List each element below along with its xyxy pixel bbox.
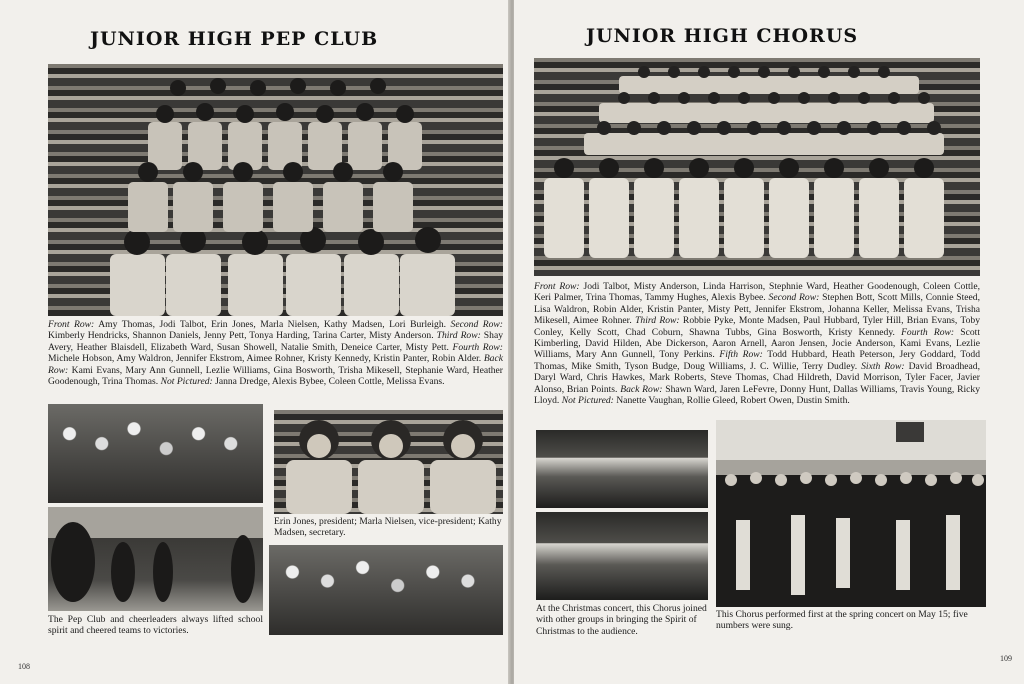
right-page-number: 109 xyxy=(1000,654,1012,663)
pep-club-group-photo xyxy=(48,64,503,316)
spring-concert-photo-figures xyxy=(716,420,986,607)
pep-spirit-caption: The Pep Club and cheerleaders always lifted school spirit and cheered teams to victories. xyxy=(48,614,263,637)
right-page xyxy=(514,0,1024,684)
cheerleaders-photo xyxy=(48,507,263,611)
spring-concert-photo xyxy=(716,420,986,607)
cheering-crowd-photo xyxy=(48,404,263,503)
pep-club-title: JUNIOR HIGH PEP CLUB xyxy=(90,28,379,50)
chorus-title: JUNIOR HIGH CHORUS xyxy=(586,25,859,47)
spring-concert-caption: This Chorus performed first at the spring concert on May 15; five numbers were sung. xyxy=(716,609,968,632)
chorus-photo-figures xyxy=(534,58,980,276)
officers-caption: Erin Jones, president; Marla Nielsen, vice-president; Kathy Madsen, secretary. xyxy=(274,516,502,539)
christmas-concert-photo-1 xyxy=(536,430,708,508)
chorus-group-photo xyxy=(534,58,980,276)
pep-club-photo-figures xyxy=(48,64,503,316)
chorus-caption: Front Row: Jodi Talbot, Misty Anderson, Linda Harrison, Stephnie Ward, Heather Goodenough, Coleen Cottle, Keri Palmer, Trina Thomas, Tammy Hughes, Alexis Bybee. Second Row: Stephen Bott, Scott Mills, Connie Steed, Lisa Waldron, Robin Alder, Kristin Panter, Misty Pett, Jennifer Ekstrom, Johanna Keller, Melissa Evans, Trisha Mikesell, Aimee Rohner. Third Row: Robbie Pyke, Monte Madsen, Paul Hubbard, Tyler Hill, Brian Evans, Toby Conley, Kelly Scott, Chad Coburn, Shawna Tubbs, Gina Bosworth, Kristy Kennedy. Fourth Row: Scott Kimberling, David Hilden, Abe Dickerson, Aaron Arnell, Aaron Jensen, Jocie Anderson, Kami Evans, Lezlie Williams, Mary Ann Gunnell, Tony Perkins. Fifth Row: Todd Hubbard, Heath Peterson, Jery Goddard, Todd Thomas, Mike Smith, Tyson Budge, Doug Williams, J. C. Willie, Terry Dudley. Sixth Row: David Broadhead, Daryl Ward, Chris Hawkes, Mark Roberts, Steve Thomas, Chad Hildreth, David Morrison, Tyler Facer, Javier Alonso, Brian Points. Back Row: Shawn Ward, Jaren LeFevre, Donny Hunt, Dallas Williams, Travis Young, Ricky Lloyd. Not Pictured: Nanette Vaughan, Rollie Gleed, Robert Owen, Dustin Smith. xyxy=(534,281,981,407)
pep-club-caption: Front Row: Amy Thomas, Jodi Talbot, Erin Jones, Marla Nielsen, Kathy Madsen, Lori Burleigh. Second Row: Kimberly Hendricks, Shannon Daniels, Jenny Pett, Tonya Harding, Tarina Carter, Misty Anderson. Third Row: Shay Avery, Heather Blaisdell, Elizabeth Ward, Susan Showell, Natalie Smith, Deneice Carter, Misty Pett. Fourth Row: Michele Hobson, Amy Waldron, Jennifer Ekstrom, Aimee Rohner, Kristy Kennedy, Kristin Panter, Robin Alder. Back Row: Kami Evans, Mary Ann Gunnell, Lezlie Williams, Gina Bosworth, Trisha Mikesell, Stephanie Ward, Heather Goodenough, Trina Thomas. Not Pictured: Janna Dredge, Alexis Bybee, Coleen Cottle, Melissa Evans. xyxy=(48,319,503,388)
left-page xyxy=(0,0,510,684)
officers-photo xyxy=(274,410,503,514)
christmas-caption: At the Christmas concert, this Chorus joined with other groups in bringing the Spirit of Christmas to the audience. xyxy=(536,603,707,637)
pep-club-assembly-photo xyxy=(269,545,503,635)
officers-photo-figures xyxy=(274,410,503,514)
left-page-number: 108 xyxy=(18,662,30,671)
christmas-concert-photo-2 xyxy=(536,512,708,600)
cheerleaders-photo-figures xyxy=(48,507,263,611)
